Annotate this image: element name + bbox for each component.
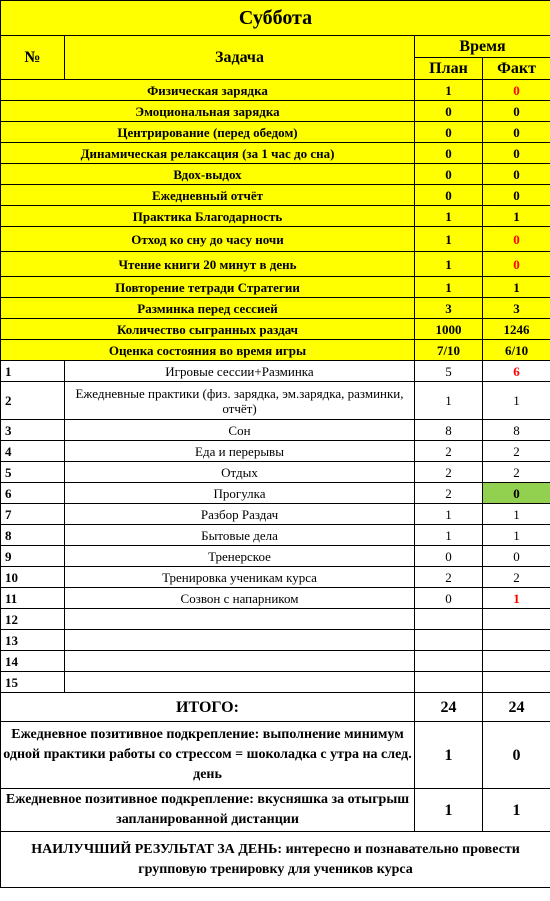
- time-row-task: Тренерское: [65, 546, 415, 567]
- time-row-plan: [415, 672, 483, 693]
- practice-plan: 1: [415, 252, 483, 277]
- practice-row: [1, 185, 550, 206]
- time-row-fact: 1: [483, 525, 550, 546]
- time-row-fact: 1: [483, 382, 550, 420]
- practice-fact: 6/10: [483, 340, 550, 361]
- time-row-fact: 1: [483, 504, 550, 525]
- best-result-label: НАИЛУЧШИЙ РЕЗУЛЬТАТ ЗА ДЕНЬ:: [31, 841, 283, 857]
- time-row: [1, 441, 550, 462]
- time-row-fact: 2: [483, 567, 550, 588]
- best-result-row: [1, 832, 550, 888]
- time-row-task: [65, 609, 415, 630]
- reinforcement-row: [1, 789, 550, 832]
- practice-row: [1, 101, 550, 122]
- practice-fact: 1: [483, 277, 550, 298]
- practice-fact: 0: [483, 252, 550, 277]
- time-row-plan: 8: [415, 420, 483, 441]
- practice-plan: 0: [415, 122, 483, 143]
- time-row-plan: 2: [415, 462, 483, 483]
- time-row: [1, 525, 550, 546]
- practice-plan: 0: [415, 185, 483, 206]
- time-row-plan: 0: [415, 546, 483, 567]
- practice-task: Динамическая релаксация (за 1 час до сна): [1, 143, 415, 164]
- time-row-plan: 1: [415, 525, 483, 546]
- practice-row: [1, 164, 550, 185]
- time-row-plan: [415, 609, 483, 630]
- time-row-fact: [483, 651, 550, 672]
- practice-task: Центрирование (перед обедом): [1, 122, 415, 143]
- practice-plan: 3: [415, 298, 483, 319]
- practice-row: [1, 80, 550, 101]
- time-row-plan: [415, 651, 483, 672]
- time-row-task: Бытовые дела: [65, 525, 415, 546]
- practice-task: Разминка перед сессией: [1, 298, 415, 319]
- time-row: [1, 588, 550, 609]
- practice-fact: 3: [483, 298, 550, 319]
- practice-row: [1, 227, 550, 252]
- time-row-plan: 2: [415, 441, 483, 462]
- time-row-fact: [483, 609, 550, 630]
- time-row-task: Игровые сессии+Разминка: [65, 361, 415, 382]
- time-row-task: Созвон с напарником: [65, 588, 415, 609]
- time-row-task: [65, 630, 415, 651]
- time-row: [1, 546, 550, 567]
- time-row-fact: 8: [483, 420, 550, 441]
- time-row-plan: 2: [415, 567, 483, 588]
- time-row-plan: 5: [415, 361, 483, 382]
- total-fact: 24: [483, 693, 550, 722]
- practice-row: [1, 143, 550, 164]
- time-row-num: 7: [1, 504, 65, 525]
- practice-task: Эмоциональная зарядка: [1, 101, 415, 122]
- reinforcement-plan: 1: [415, 722, 483, 789]
- best-result-text: интересно и познавательно провести групповую тренировку для учеников курса: [138, 841, 520, 877]
- practice-fact: 0: [483, 101, 550, 122]
- practice-fact: 1246: [483, 319, 550, 340]
- time-row-num: 15: [1, 672, 65, 693]
- practice-row: [1, 319, 550, 340]
- time-row-num: 3: [1, 420, 65, 441]
- time-row: [1, 361, 550, 382]
- practice-plan: 7/10: [415, 340, 483, 361]
- header-task: Задача: [65, 36, 415, 80]
- practice-task: Чтение книги 20 минут в день: [1, 252, 415, 277]
- practice-row: [1, 277, 550, 298]
- reinforcement-plan: 1: [415, 789, 483, 832]
- practice-task: Оценка состояния во время игры: [1, 340, 415, 361]
- time-row-plan: [415, 630, 483, 651]
- time-row: [1, 651, 550, 672]
- time-row: [1, 630, 550, 651]
- header-fact: Факт: [483, 58, 550, 80]
- practice-fact: 0: [483, 80, 550, 101]
- reinforcement-fact: 0: [483, 722, 550, 789]
- reinforcement-row: [1, 722, 550, 789]
- practice-plan: 0: [415, 101, 483, 122]
- practice-task: Вдох-выдох: [1, 164, 415, 185]
- practice-task: Количество сыгранных раздач: [1, 319, 415, 340]
- time-row: [1, 672, 550, 693]
- reinforcement-fact: 1: [483, 789, 550, 832]
- time-row-num: 8: [1, 525, 65, 546]
- time-row-plan: 1: [415, 504, 483, 525]
- time-row-num: 13: [1, 630, 65, 651]
- practice-task: Физическая зарядка: [1, 80, 415, 101]
- time-row: [1, 462, 550, 483]
- practice-row: [1, 252, 550, 277]
- time-row-num: 6: [1, 483, 65, 504]
- time-row: [1, 567, 550, 588]
- time-row-task: Тренировка ученикам курса: [65, 567, 415, 588]
- time-row: [1, 420, 550, 441]
- time-row: [1, 504, 550, 525]
- header-plan: План: [415, 58, 483, 80]
- practice-row: [1, 122, 550, 143]
- time-row-num: 14: [1, 651, 65, 672]
- time-row-fact: 0: [483, 483, 550, 504]
- practice-fact: 0: [483, 164, 550, 185]
- time-row: [1, 483, 550, 504]
- time-row-fact: 2: [483, 462, 550, 483]
- practice-task: Повторение тетради Стратегии: [1, 277, 415, 298]
- time-row-num: 1: [1, 361, 65, 382]
- table-title: Суббота: [1, 1, 550, 36]
- time-row-num: 9: [1, 546, 65, 567]
- practice-plan: 1: [415, 227, 483, 252]
- time-row-fact: [483, 672, 550, 693]
- time-row-plan: 1: [415, 382, 483, 420]
- header-num: №: [1, 36, 65, 80]
- practice-fact: 0: [483, 227, 550, 252]
- time-row-num: 10: [1, 567, 65, 588]
- time-row-task: Сон: [65, 420, 415, 441]
- practice-fact: 0: [483, 122, 550, 143]
- practice-plan: 1: [415, 206, 483, 227]
- time-row-fact: 1: [483, 588, 550, 609]
- practice-plan: 0: [415, 164, 483, 185]
- header-time: Время: [415, 36, 550, 58]
- time-row-task: Ежедневные практики (физ. зарядка, эм.зарядка, разминки, отчёт): [65, 382, 415, 420]
- time-row-fact: [483, 630, 550, 651]
- time-row-num: 12: [1, 609, 65, 630]
- reinforcement-label: Ежедневное позитивное подкрепление: вкусняшка за отыгрыш запланированной дистанции: [1, 789, 415, 832]
- time-row-task: Отдых: [65, 462, 415, 483]
- practice-task: Ежедневный отчёт: [1, 185, 415, 206]
- best-result: [1, 832, 550, 888]
- time-row-fact: 2: [483, 441, 550, 462]
- practice-row: [1, 298, 550, 319]
- time-row-num: 2: [1, 382, 65, 420]
- practice-plan: 1: [415, 80, 483, 101]
- practice-task: Практика Благодарность: [1, 206, 415, 227]
- time-row-num: 5: [1, 462, 65, 483]
- time-row-task: [65, 672, 415, 693]
- practice-plan: 1: [415, 277, 483, 298]
- time-row-plan: 2: [415, 483, 483, 504]
- practice-row: [1, 340, 550, 361]
- total-plan: 24: [415, 693, 483, 722]
- time-row: [1, 382, 550, 420]
- time-row-task: [65, 651, 415, 672]
- time-row-task: Разбор Раздач: [65, 504, 415, 525]
- total-label: ИТОГО:: [1, 693, 415, 722]
- total-row: [1, 693, 550, 722]
- practice-plan: 1000: [415, 319, 483, 340]
- time-row-task: Прогулка: [65, 483, 415, 504]
- practice-task: Отход ко сну до часу ночи: [1, 227, 415, 252]
- practice-fact: 1: [483, 206, 550, 227]
- practice-plan: 0: [415, 143, 483, 164]
- time-row-fact: 0: [483, 546, 550, 567]
- time-row-fact: 6: [483, 361, 550, 382]
- time-row-num: 11: [1, 588, 65, 609]
- time-row: [1, 609, 550, 630]
- practice-fact: 0: [483, 185, 550, 206]
- practice-fact: 0: [483, 143, 550, 164]
- time-row-task: Еда и перерывы: [65, 441, 415, 462]
- reinforcement-label: Ежедневное позитивное подкрепление: выполнение минимум одной практики работы со стрессом = шоколадка с утра на след. день: [1, 722, 415, 789]
- practice-row: [1, 206, 550, 227]
- time-row-plan: 0: [415, 588, 483, 609]
- time-row-num: 4: [1, 441, 65, 462]
